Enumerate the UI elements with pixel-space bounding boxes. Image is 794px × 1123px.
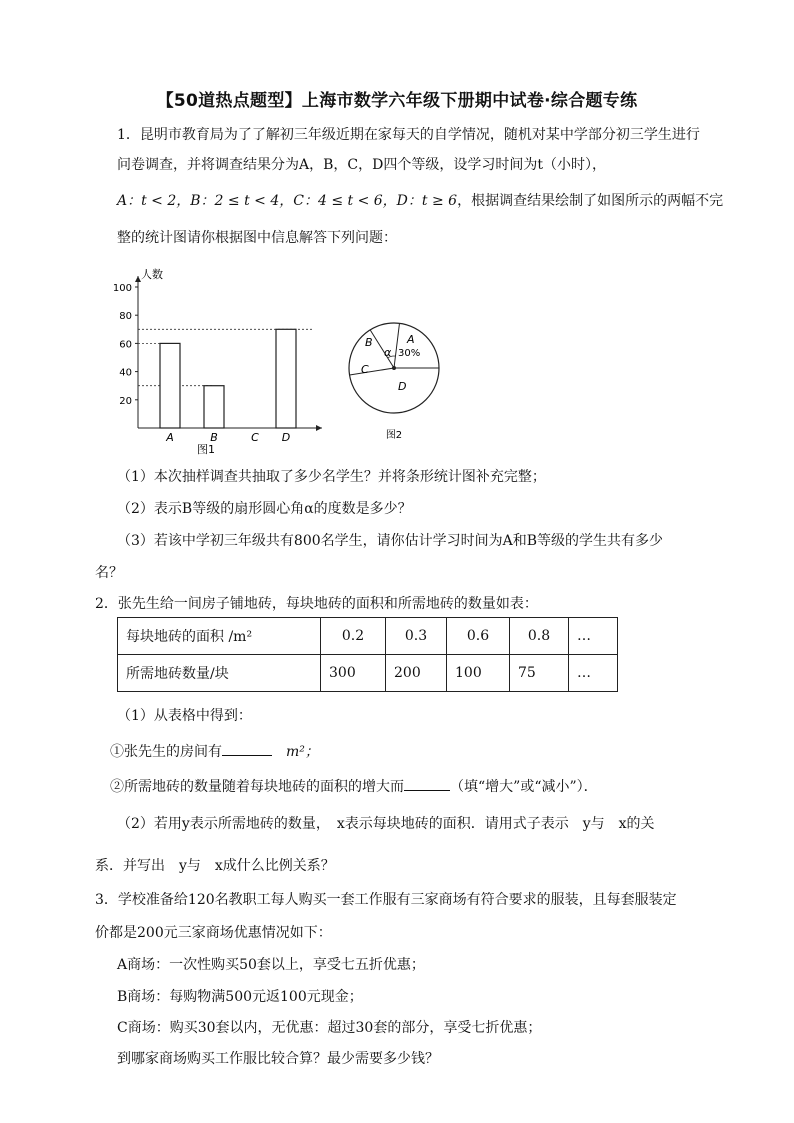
q2-part2-suffix: （填“增大”或“减小”）． [450,779,598,795]
table-cell: … [569,618,618,655]
y-tick-label: 80 [119,311,132,323]
q3-question: 到哪家商场购买工作服比较合算？最少需要多少钱？ [117,1051,439,1067]
table-cell: 200 [386,655,447,692]
q2-part1 [110,741,319,761]
bar [276,329,296,428]
figure-caption: 图1 [197,443,215,456]
q2-part2 [110,776,598,796]
pie-chart-figure [340,315,450,445]
table-cell: 0.8 [510,618,569,655]
x-tick-label: D [281,431,291,444]
q3-option-a: A商场：一次性购买50套以上，享受七五折优惠； [117,957,425,973]
pie-slice-label: B [365,336,373,349]
y-tick-label: 60 [119,339,132,351]
bar [204,386,224,428]
q1-sub2: （2）表示B等级的扇形圆心角α的度数是多少？ [117,501,412,517]
table-cell: 300 [321,655,386,692]
q2-part1-unit: m²； [286,744,319,760]
answer-blank[interactable] [404,790,450,791]
q2-sub2b: 系．并写出 y与 x成什么比例关系？ [95,858,335,874]
bar [160,343,180,428]
x-tick-label: A [166,431,174,444]
q3-line1: 3．学校准备给120名教职工每人购买一套工作服有三家商场有符合要求的服装，且每套服装定 [95,892,677,908]
q3-line2: 价都是200元三家商场优惠情况如下： [95,925,332,941]
q1-line4: 整的统计图请你根据图中信息解答下列问题： [117,230,397,246]
bar-chart-figure [100,262,335,460]
q1-line3-tail: ，根据调查结果绘制了如图所示的两幅不完 [457,193,724,209]
q2-part1-text: ①张先生的房间有 [110,744,222,760]
q3-option-c: C商场：购买30套以内，无优惠：超过30套的部分，享受七折优惠； [117,1020,542,1036]
pie-slice-percent: 30% [398,348,421,359]
y-axis-label: 人数 [141,268,163,281]
y-tick-label: 20 [119,395,132,407]
pie-slice-label: A [407,333,415,346]
figure-caption: 图2 [385,430,403,441]
q1-sub1: （1）本次抽样调查共抽取了多少名学生？并将条形统计图补充完整； [117,469,546,485]
y-tick-label: 100 [112,283,132,294]
table-row [118,618,618,655]
pie-slice-label: C [361,363,369,376]
bar-chart [113,267,322,456]
q2-part2-text: ②所需地砖的数量随着每块地砖的面积的增大而 [110,779,404,795]
table-header-area: 每块地砖的面积 /m² [118,618,321,655]
q1-line2: 问卷调查，并将调查结果分为A，B，C，D四个等级，设学习时间为t（小时）， [117,157,606,173]
pie-chart [349,323,439,441]
q2-sub2a: （2）若用y表示所需地砖的数量， x表示每块地砖的面积．请用式子表示 y与 x的关 [117,816,655,832]
q1-sub3b: 名？ [95,565,123,581]
q3-option-b: B商场：每购物满500元返100元现金； [117,989,363,1005]
q1-condition: A：t < 2，B：2 ≤ t < 4，C：4 ≤ t < 6，D：t ≥ 6 [117,193,458,209]
table-cell: … [569,655,618,692]
tile-table [117,617,618,692]
x-tick-label: B [210,431,218,444]
page-title: 【50道热点题型】上海市数学六年级下册期中试卷·综合题专练 [156,91,638,111]
q2-intro: 2．张先生给一间房子铺地砖，每块地砖的面积和所需地砖的数量如表： [95,596,538,612]
table-row [118,655,618,692]
table-cell: 0.3 [386,618,447,655]
y-tick-label: 40 [119,367,132,379]
x-tick-label: C [251,431,259,444]
x-axis-arrow [316,425,322,431]
q1-line3 [117,190,723,210]
table-cell: 75 [510,655,569,692]
pie-center [392,366,396,370]
angle-alpha-label: α [384,346,392,359]
table-cell: 100 [447,655,510,692]
q2-sub1: （1）从表格中得到： [117,708,252,724]
table-cell: 0.2 [321,618,386,655]
pie-slice-label: D [398,380,407,393]
table-header-count: 所需地砖数量/块 [118,655,321,692]
q1-sub3a: （3）若该中学初三年级共有800名学生，请你估计学习时间为A和B等级的学生共有多少 [117,533,664,549]
answer-blank[interactable] [222,755,272,756]
q1-line1: 1．昆明市教育局为了了解初三年级近期在家每天的自学情况，随机对某中学部分初三学生进行 [117,127,700,143]
table-cell: 0.6 [447,618,510,655]
